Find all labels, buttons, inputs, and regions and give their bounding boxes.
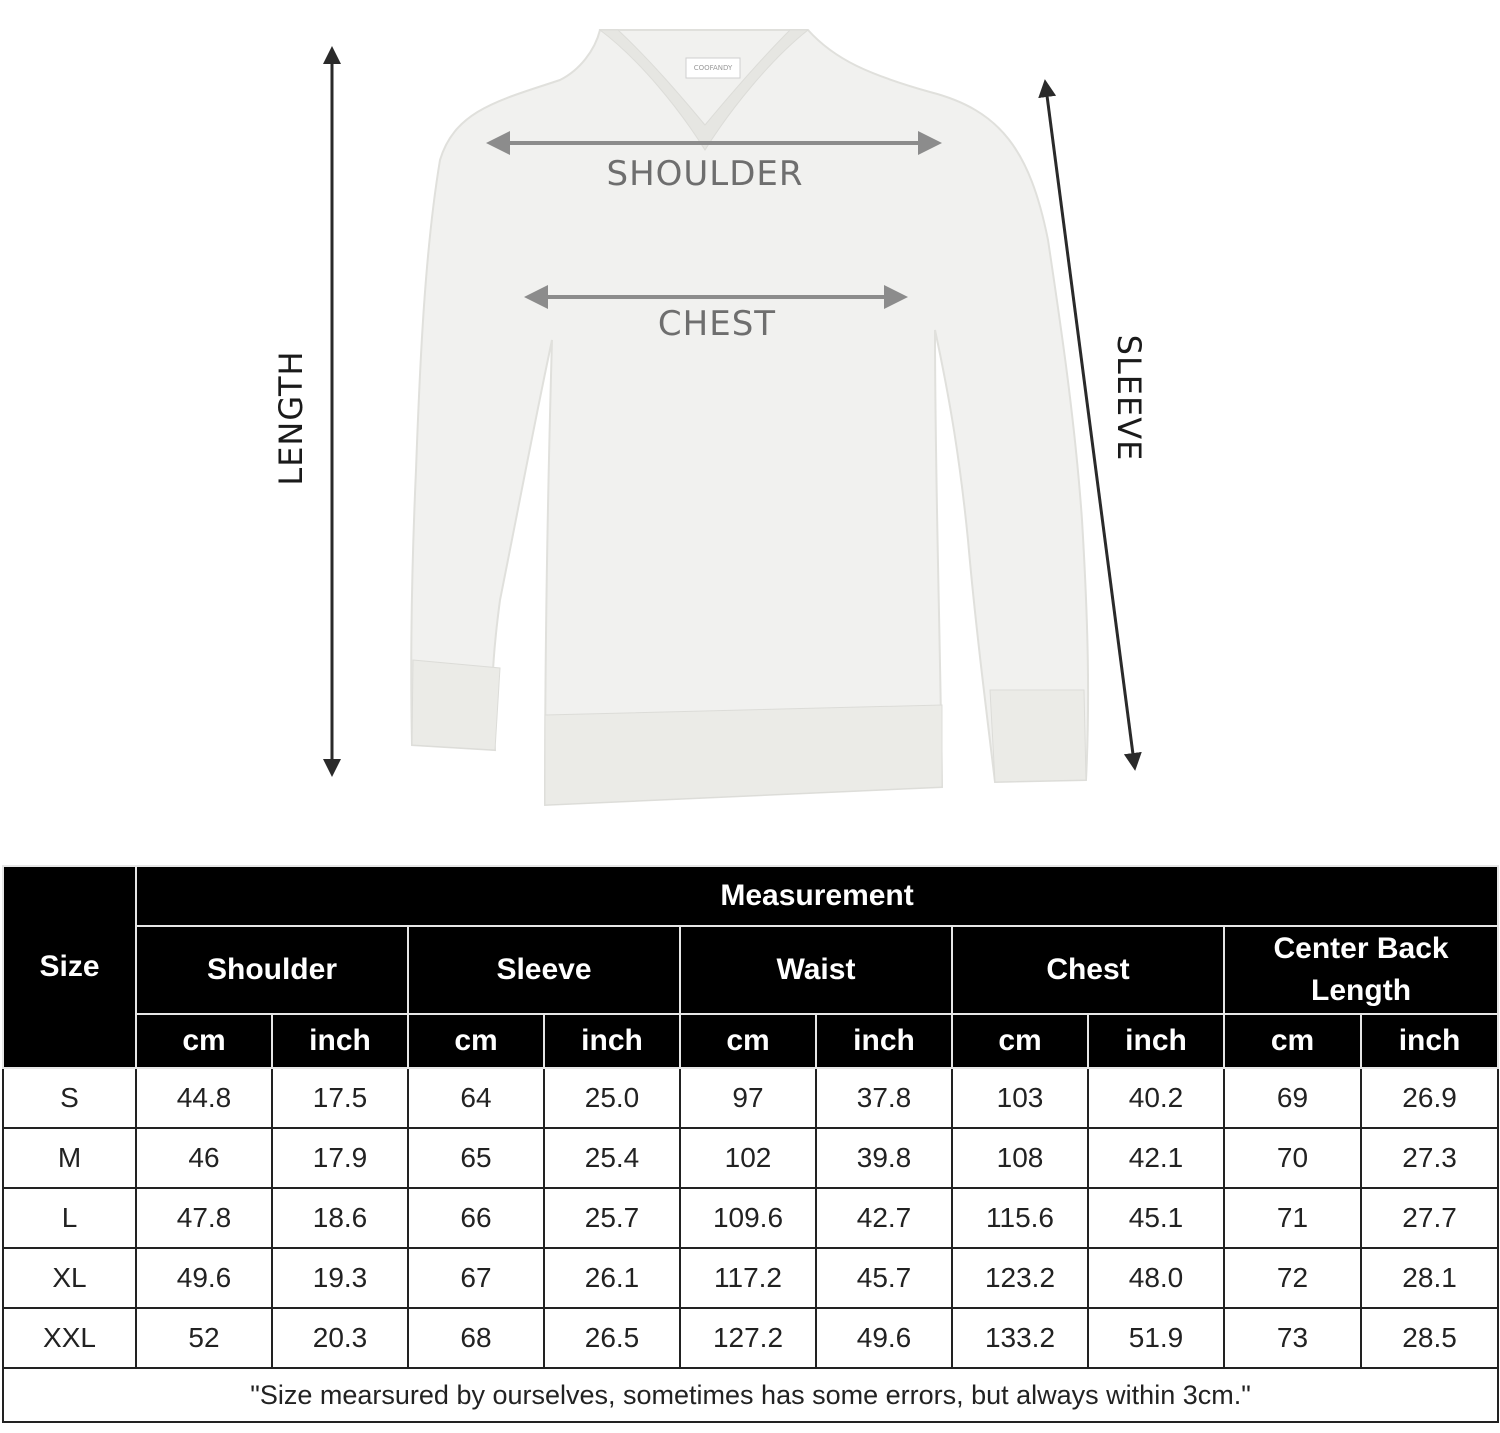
table-row <box>3 1248 1498 1308</box>
value-cell: 17.9 <box>272 1128 408 1188</box>
unit-header-inch: inch <box>272 1014 408 1068</box>
value-cell: 37.8 <box>816 1068 952 1128</box>
group-header-chest: Chest <box>952 926 1224 1014</box>
size-cell: L <box>3 1188 136 1248</box>
table-row <box>3 1308 1498 1368</box>
table-note-row <box>3 1368 1498 1422</box>
group-header-sleeve: Sleeve <box>408 926 680 1014</box>
value-cell: 52 <box>136 1308 272 1368</box>
value-cell: 27.3 <box>1361 1128 1498 1188</box>
value-cell: 73 <box>1224 1308 1361 1368</box>
unit-header-inch: inch <box>1361 1014 1498 1068</box>
value-cell: 44.8 <box>136 1068 272 1128</box>
value-cell: 49.6 <box>136 1248 272 1308</box>
size-cell: XXL <box>3 1308 136 1368</box>
value-cell: 42.7 <box>816 1188 952 1248</box>
value-cell: 72 <box>1224 1248 1361 1308</box>
value-cell: 133.2 <box>952 1308 1088 1368</box>
unit-header-cm: cm <box>952 1014 1088 1068</box>
value-cell: 49.6 <box>816 1308 952 1368</box>
hem-rib <box>545 705 942 805</box>
value-cell: 42.1 <box>1088 1128 1224 1188</box>
value-cell: 19.3 <box>272 1248 408 1308</box>
value-cell: 26.9 <box>1361 1068 1498 1128</box>
value-cell: 67 <box>408 1248 544 1308</box>
value-cell: 26.5 <box>544 1308 680 1368</box>
unit-header-cm: cm <box>136 1014 272 1068</box>
value-cell: 51.9 <box>1088 1308 1224 1368</box>
size-cell: S <box>3 1068 136 1128</box>
size-cell: M <box>3 1128 136 1188</box>
length-label: LENGTH <box>272 350 310 486</box>
value-cell: 69 <box>1224 1068 1361 1128</box>
value-cell: 127.2 <box>680 1308 816 1368</box>
shoulder-label: SHOULDER <box>606 154 804 194</box>
group-header-shoulder: Shoulder <box>136 926 408 1014</box>
group-header-center-back-length: Center Back Length <box>1224 926 1498 1014</box>
value-cell: 115.6 <box>952 1188 1088 1248</box>
group-header-waist: Waist <box>680 926 952 1014</box>
value-cell: 46 <box>136 1128 272 1188</box>
unit-header-cm: cm <box>680 1014 816 1068</box>
value-cell: 27.7 <box>1361 1188 1498 1248</box>
value-cell: 123.2 <box>952 1248 1088 1308</box>
brand-tag-text: COOFANDY <box>693 64 733 72</box>
value-cell: 64 <box>408 1068 544 1128</box>
value-cell: 28.1 <box>1361 1248 1498 1308</box>
value-cell: 18.6 <box>272 1188 408 1248</box>
value-cell: 28.5 <box>1361 1308 1498 1368</box>
right-cuff <box>990 690 1086 782</box>
value-cell: 70 <box>1224 1128 1361 1188</box>
value-cell: 25.7 <box>544 1188 680 1248</box>
value-cell: 103 <box>952 1068 1088 1128</box>
value-cell: 71 <box>1224 1188 1361 1248</box>
value-cell: 102 <box>680 1128 816 1188</box>
value-cell: 65 <box>408 1128 544 1188</box>
measurement-header: Measurement <box>136 866 1498 926</box>
table-row <box>3 1188 1498 1248</box>
value-cell: 25.4 <box>544 1128 680 1188</box>
value-cell: 26.1 <box>544 1248 680 1308</box>
size-chart-table <box>2 865 1499 1423</box>
value-cell: 45.1 <box>1088 1188 1224 1248</box>
unit-header-cm: cm <box>1224 1014 1361 1068</box>
measurement-note: "Size mearsured by ourselves, sometimes has some errors, but always within 3cm." <box>3 1368 1498 1422</box>
unit-header-inch: inch <box>816 1014 952 1068</box>
value-cell: 66 <box>408 1188 544 1248</box>
value-cell: 47.8 <box>136 1188 272 1248</box>
value-cell: 45.7 <box>816 1248 952 1308</box>
unit-header-inch: inch <box>1088 1014 1224 1068</box>
value-cell: 48.0 <box>1088 1248 1224 1308</box>
chest-label: CHEST <box>657 304 777 344</box>
value-cell: 68 <box>408 1308 544 1368</box>
value-cell: 97 <box>680 1068 816 1128</box>
unit-header-inch: inch <box>544 1014 680 1068</box>
sweater-image <box>411 30 1088 805</box>
size-cell: XL <box>3 1248 136 1308</box>
left-cuff <box>412 660 500 750</box>
size-column-header: Size <box>3 866 136 1068</box>
table-row <box>3 1068 1498 1128</box>
value-cell: 17.5 <box>272 1068 408 1128</box>
table-row <box>3 1128 1498 1188</box>
unit-header-cm: cm <box>408 1014 544 1068</box>
value-cell: 39.8 <box>816 1128 952 1188</box>
value-cell: 109.6 <box>680 1188 816 1248</box>
sleeve-label: SLEEVE <box>1110 334 1148 462</box>
value-cell: 117.2 <box>680 1248 816 1308</box>
value-cell: 40.2 <box>1088 1068 1224 1128</box>
value-cell: 108 <box>952 1128 1088 1188</box>
value-cell: 20.3 <box>272 1308 408 1368</box>
sweater-silhouette <box>411 30 1088 805</box>
value-cell: 25.0 <box>544 1068 680 1128</box>
